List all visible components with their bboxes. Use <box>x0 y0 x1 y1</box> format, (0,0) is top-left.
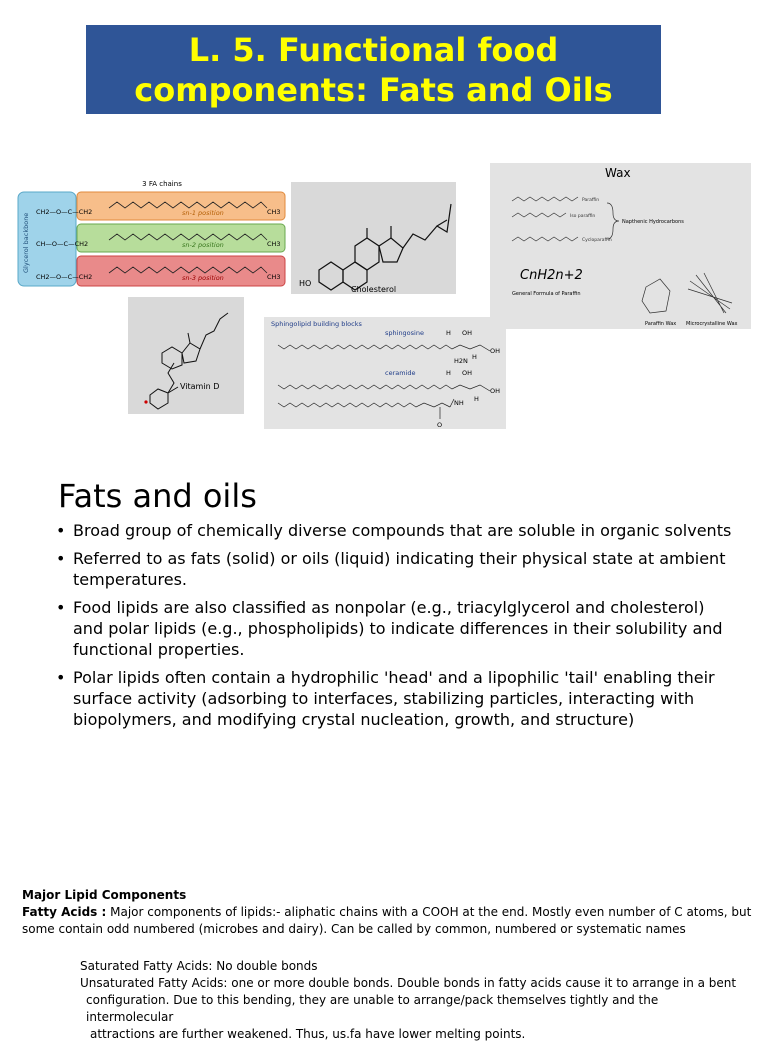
title-line-2: components: Fats and Oils <box>134 71 613 109</box>
row-2-formula: CH—O—C—CH2 <box>36 240 89 248</box>
bullet-item: • Referred to as fats (solid) or oils (liquid) indicating their physical state at ambient temperatures. <box>56 548 736 590</box>
atom-oh-2: OH <box>490 347 501 355</box>
chain-end-3: CH3 <box>267 273 281 281</box>
sn3-box <box>77 256 285 286</box>
bullet-list <box>56 520 736 737</box>
unsaturated-line-2: configuration. Due to this bending, they are unable to arrange/pack themselves tightly and the intermolecular <box>86 993 659 1024</box>
wax-formula: CnH2n+2 <box>520 268 583 283</box>
fatty-acids-text: Major components of lipids:- aliphatic chains with a COOH at the end. Mostly even number of C atoms, but some contain odd numbered (microbes and dairy). Can be called by common, numbered or systematic names <box>22 905 752 936</box>
unsaturated-line-1: Unsaturated Fatty Acids: one or more double bonds. Double bonds in fatty acids cause it to arrange in a bent <box>80 976 737 990</box>
fatty-acid-types <box>80 958 740 1043</box>
notes-block <box>22 887 752 938</box>
atom-oh-3: OH <box>462 369 473 377</box>
bullet-item: • Broad group of chemically diverse compounds that are soluble in organic solvents <box>56 520 736 541</box>
chain-end-1: CH3 <box>267 208 281 216</box>
atom-o: O <box>437 421 443 429</box>
title-line-1: L. 5. Functional food <box>188 31 559 69</box>
row-3-formula: CH2—O—C—CH2 <box>36 273 93 281</box>
wax-row-cycloparaffin: Cycloparaffin <box>582 238 612 243</box>
sn3-label: sn-3 position <box>182 274 224 282</box>
row-1-formula: CH2—O—C—CH2 <box>36 208 93 216</box>
notes-heading: Major Lipid Components <box>22 888 187 902</box>
chain-end-2: CH3 <box>267 240 281 248</box>
cholesterol-ho: HO <box>299 279 312 288</box>
sn1-box <box>77 192 285 220</box>
atom-oh-4: OH <box>490 387 501 395</box>
cholesterol-label: Cholesterol <box>351 285 397 294</box>
bullet-item: • Polar lipids often contain a hydrophilic 'head' and a lipophilic 'tail' enabling their surface activity (adsorbing to interfaces, stabilizing particles, interacting with biopolymers, and modifying crystal nucleation, growth, and structure) <box>56 667 736 730</box>
fatty-acids-label: Fatty Acids : <box>22 905 107 919</box>
section-heading: Fats and oils <box>58 477 257 515</box>
cholesterol-figure <box>291 182 456 294</box>
sn1-label: sn-1 position <box>182 209 224 217</box>
atom-h-2: H <box>472 353 477 361</box>
glycerol-backbone-label: Glycerol backbone <box>22 212 30 273</box>
wax-caption-right: Microcrystalline Wax <box>686 321 738 327</box>
atom-nh: NH <box>454 399 464 407</box>
wax-row-paraffin: Paraffin <box>582 198 600 203</box>
wax-row-iso-paraffin: Iso paraffin <box>570 214 596 219</box>
ceramide-label: ceramide <box>385 369 416 377</box>
sn2-label: sn-2 position <box>182 241 224 249</box>
atom-h-4: H <box>474 395 479 403</box>
sphingolipid-title: Sphingolipid building blocks <box>271 320 362 328</box>
sn2-box <box>77 224 285 252</box>
slide-title <box>86 25 661 114</box>
sphingosine-label: sphingosine <box>385 329 424 337</box>
atom-h-1: H <box>446 329 451 337</box>
saturated-line: Saturated Fatty Acids: No double bonds <box>80 959 318 973</box>
bullet-item: • Food lipids are also classified as nonpolar (e.g., triacylglycerol and cholesterol) and polar lipids (e.g., phospholipids) to indicate differences in their solubility and functional properties. <box>56 597 736 660</box>
vitamin-d-figure <box>128 297 244 414</box>
atom-h2n: H2N <box>454 357 468 365</box>
vitamin-d-label: Vitamin D <box>180 382 220 391</box>
unsaturated-line-3: attractions are further weakened. Thus, us.fa have lower melting points. <box>90 1027 526 1041</box>
wax-figure <box>490 163 751 329</box>
atom-oh-1: OH <box>462 329 473 337</box>
wax-caption-left: Paraffin Wax <box>645 321 677 327</box>
wax-title: Wax <box>605 166 631 180</box>
atom-h-3: H <box>446 369 451 377</box>
fa-chains-header: 3 FA chains <box>142 180 182 188</box>
triglyceride-figure <box>17 178 287 288</box>
sphingolipid-figure <box>264 317 506 429</box>
wax-formula-caption: General Formula of Paraffin <box>512 291 581 297</box>
wax-side-label: Napthenic Hydrocarbons <box>622 219 684 225</box>
fatty-acids-paragraph <box>22 904 752 938</box>
